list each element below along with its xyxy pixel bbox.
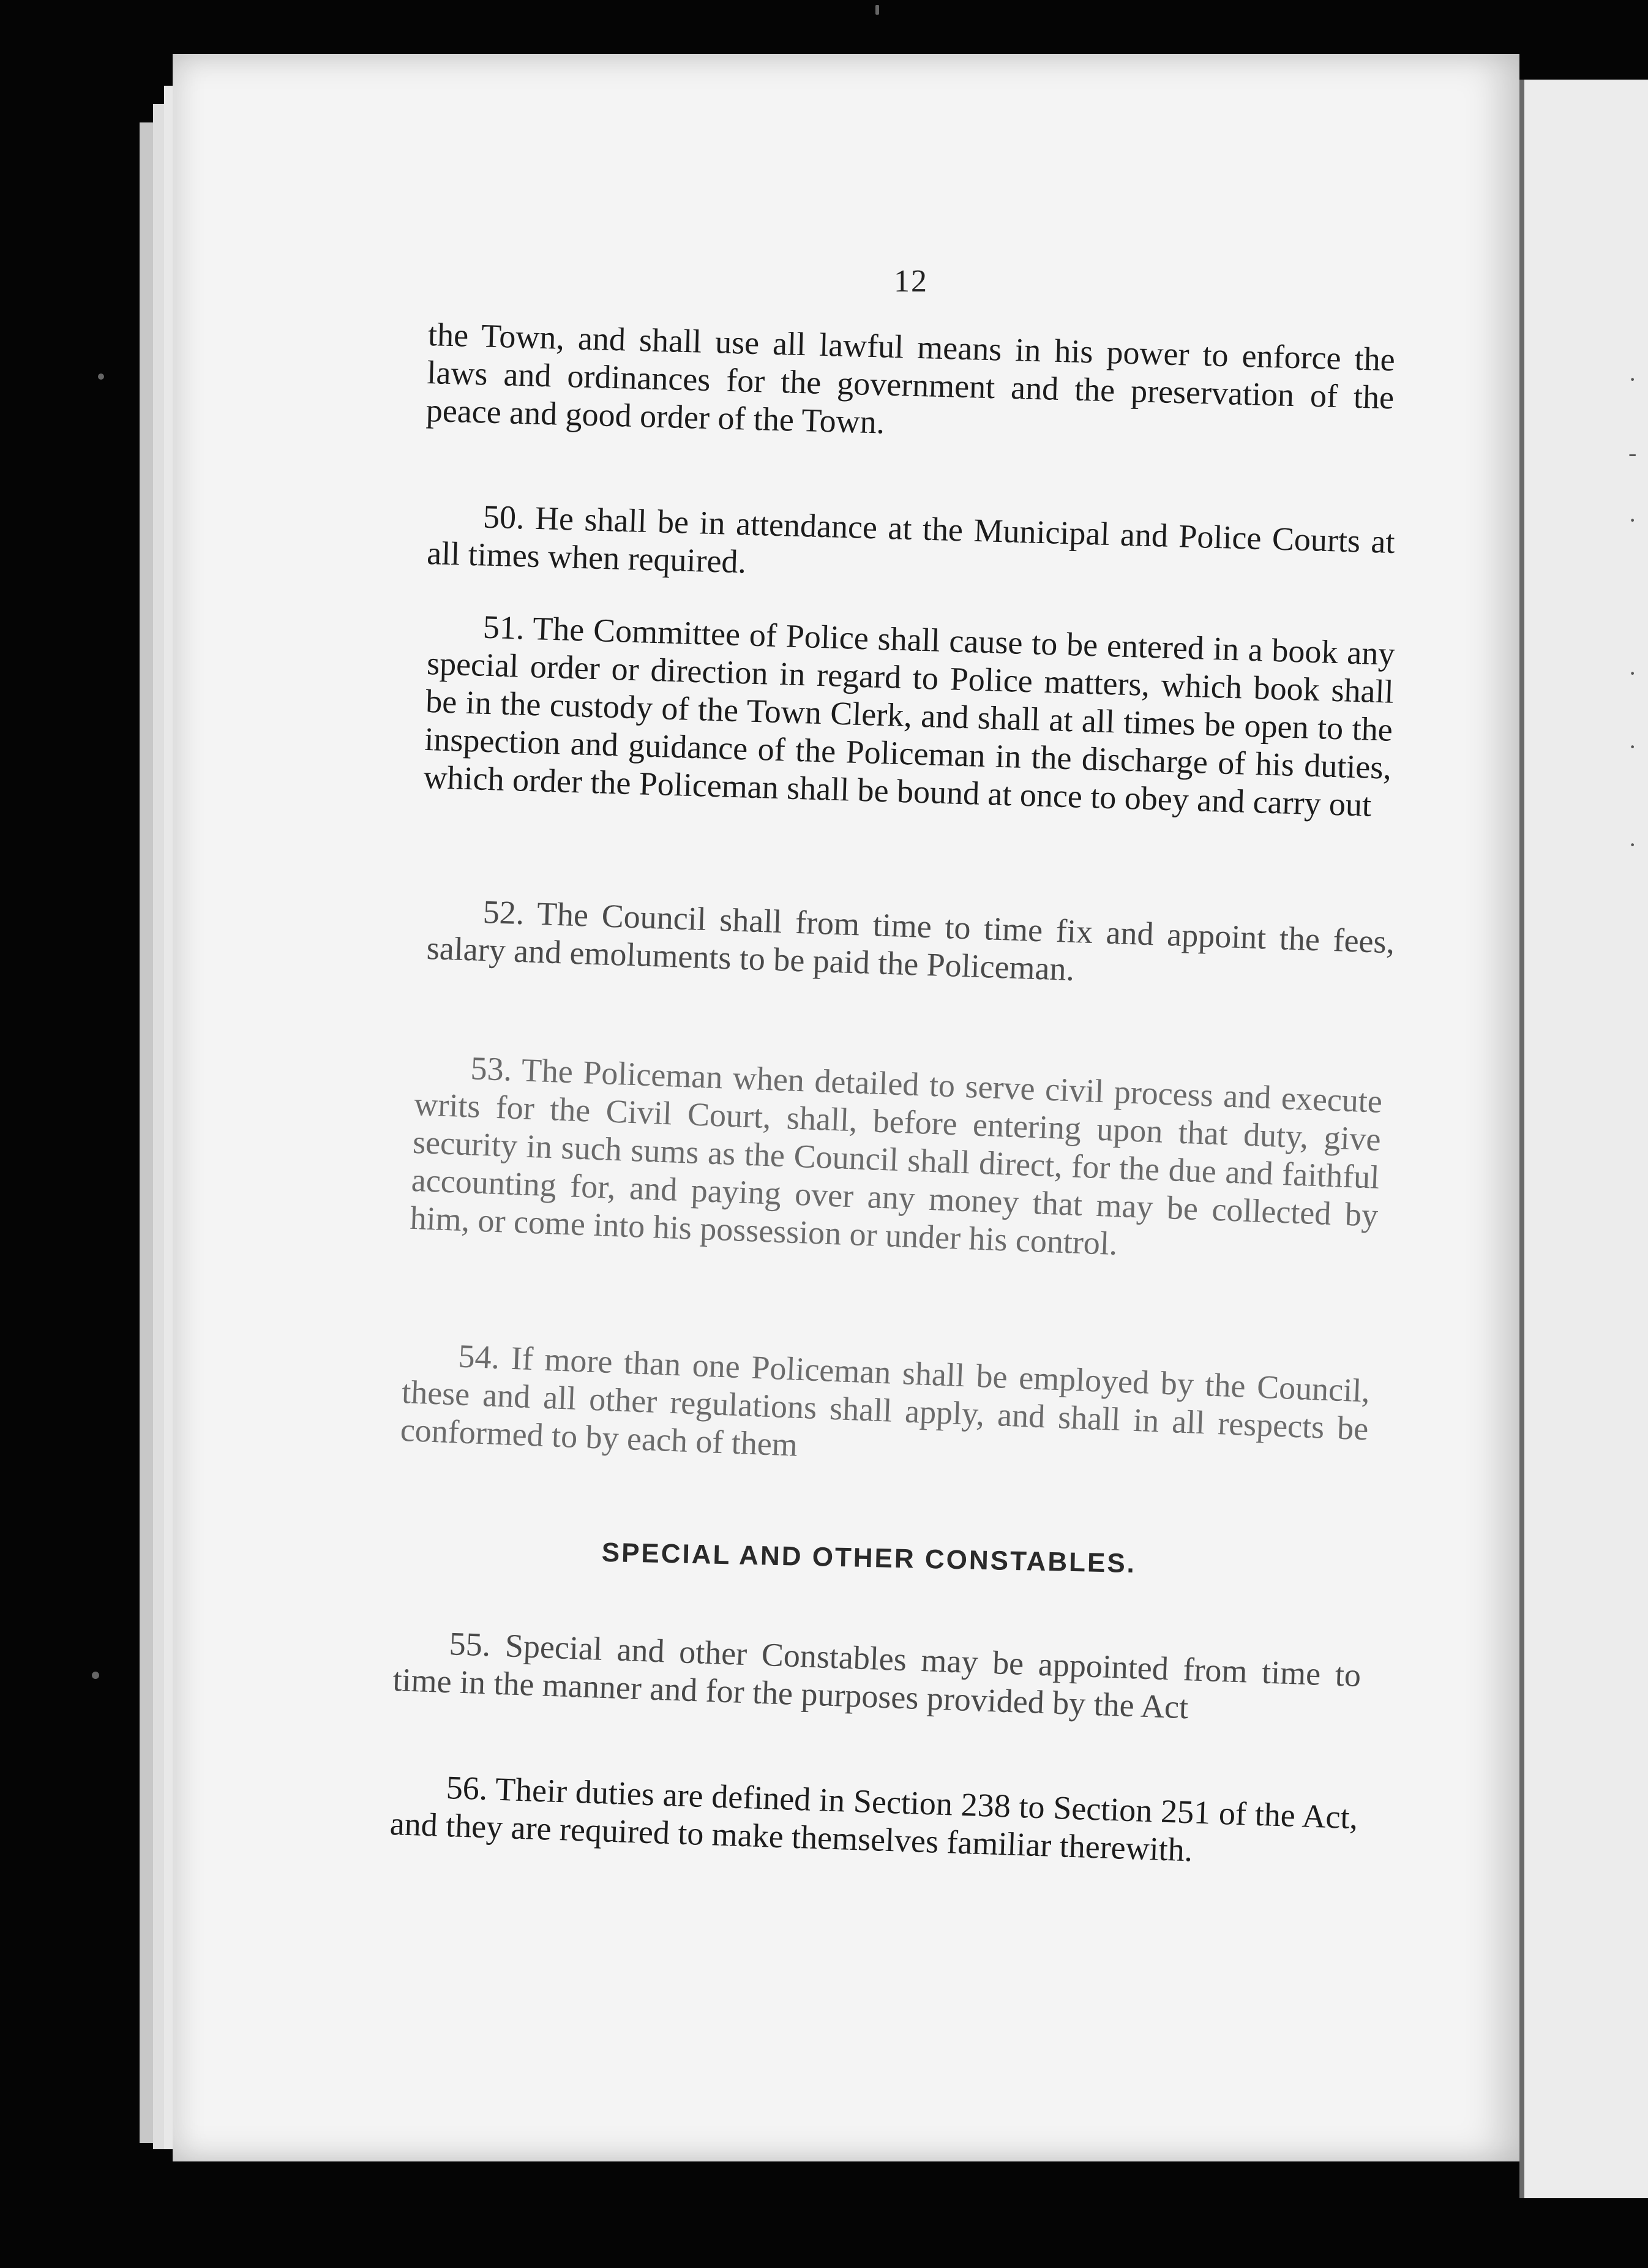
facing-page-marks: · - · · · · <box>1628 366 1637 858</box>
section-54-text: 54. If more than one Policeman shall be employed by the Council, these and all other regulations shall apply, and shall in all respects be conformed to by each of them <box>399 1337 1371 1463</box>
paragraph-53 <box>410 1047 1383 1272</box>
section-52-text: 52. The Council shall from time to time fix and appoint the fees, salary and emoluments to be paid the Policeman. <box>425 893 1396 988</box>
dust-speck <box>875 5 879 15</box>
section-56-text: 56. Their duties are defined in Section 238 to Section 251 of the Act, and they are required to make themselves familiar therewith. <box>389 1768 1359 1869</box>
section-heading: SPECIAL AND OTHER CONSTABLES. <box>601 1537 1137 1579</box>
section-53-text: 53. The Policeman when detailed to serve civil process and execute writs for the Civil Court, shall, before entering upon that duty, give security in such sums as the Council shall direct, for the due and faithful accounting for, and paying over any money that may be collected by him, or come into his possession or under his control. <box>409 1050 1383 1263</box>
section-55-text: 55. Special and other Constables may be appointed from time to time in the manner and for the purposes provided by the Act <box>392 1625 1362 1726</box>
section-51-text: 51. The Committee of Police shall cause to be entered in a book any special order or direction in regard to Police matters, which book shall be in the custody of the Town Clerk, and shall at all times be open to the inspection and guidance of the Policeman in the discharge of his duties, which order the Policeman shall be bound at once to obey and carry out <box>422 608 1396 824</box>
dust-speck <box>98 374 104 380</box>
continuation-text: the Town, and shall use all lawful means in his power to enforce the laws and ordinances for the government and the preservation of the peace and good order of the Town. <box>425 315 1396 441</box>
dust-speck <box>92 1672 99 1679</box>
paragraph-51 <box>423 606 1396 825</box>
section-50-text: 50. He shall be in attendance at the Municipal and Police Courts at all times when required. <box>426 498 1396 580</box>
page-number: 12 <box>894 264 928 299</box>
